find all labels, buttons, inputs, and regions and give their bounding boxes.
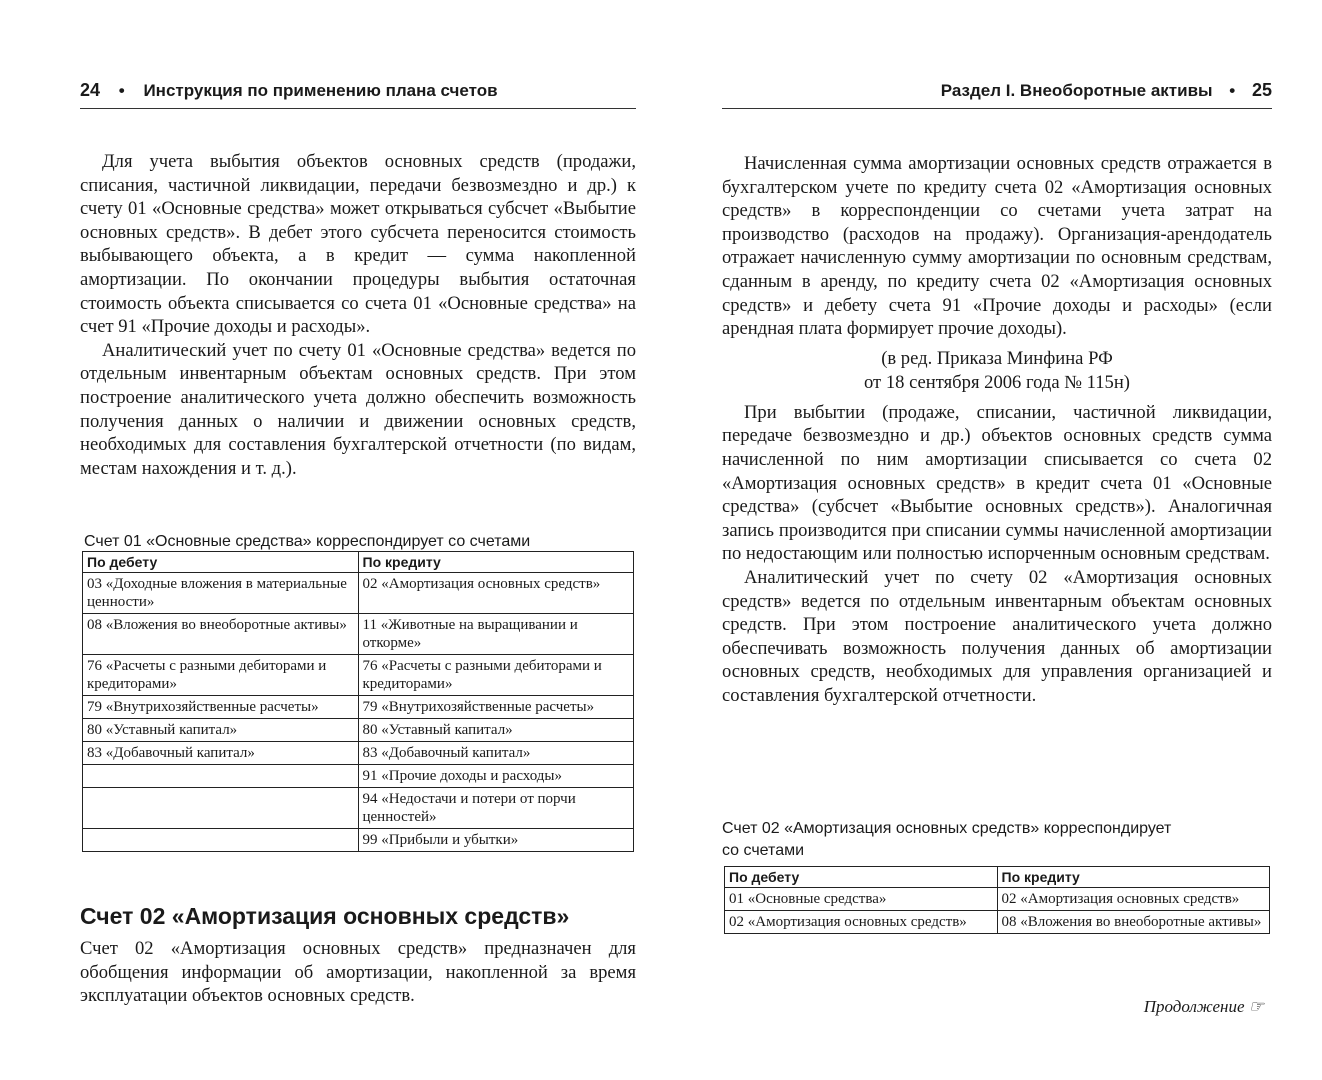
- table-row: [725, 888, 1270, 911]
- running-title: Раздел I. Внеоборотные активы: [940, 81, 1213, 100]
- credit-cell: 91 «Прочие доходы и расходы»: [358, 765, 634, 788]
- edit-note: [722, 347, 1272, 395]
- section-heading: Счет 02 «Амортизация основных средств»: [80, 903, 570, 929]
- paragraph: При выбытии (продаже, списании, частичной ликвидации, передаче безвозмездно и др.) объектов основных средств сумма начисленной по ним амортизации списывается со счета 02 «Амортизация основных средств» в кредит счета 01 «Основные средства» (субсчет «Выбытие основных средств»). Аналогичная запись производится при списании суммы начисленной амортизации по недостающим или полностью испорченным основным средствам.: [722, 401, 1272, 565]
- debit-cell: [83, 765, 359, 788]
- body-text: [80, 150, 636, 480]
- table-row: [83, 573, 634, 614]
- continuation-label: Продолжение ☞: [1143, 997, 1264, 1016]
- table-row: [83, 765, 634, 788]
- paragraph: Аналитический учет по счету 02 «Амортизация основных средств» ведется по отдельным инвентарным объектам основных средств. При этом построение аналитического учета должно обеспечивать возможность получения данных об амортизации основных средств, необходимых для управления организацией и составления бухгалтерской отчетности.: [722, 566, 1272, 706]
- body-text: [80, 937, 636, 1008]
- paragraph: Аналитический учет по счету 01 «Основные средства» ведется по отдельным инвентарным объектам основных средств. При этом построение аналитического учета должно обеспечить возможность получения данных о наличии и движении основных средств, необходимых для составления бухгалтерской отчетности (по видам, местам нахождения и т. д.).: [80, 339, 636, 479]
- debit-cell: 79 «Внутрихозяйственные расчеты»: [83, 696, 359, 719]
- correspondence-table: [82, 551, 634, 852]
- table-row: [83, 719, 634, 742]
- debit-cell: 80 «Уставный капитал»: [83, 719, 359, 742]
- left-page: [80, 0, 636, 1080]
- table-caption-line: Счет 02 «Амортизация основных средств» корреспондирует: [722, 820, 1172, 837]
- debit-cell: [83, 829, 359, 852]
- column-header-credit: По кредиту: [358, 552, 634, 573]
- right-page: [722, 0, 1272, 1080]
- body-text: [722, 152, 1272, 707]
- table-row: [725, 911, 1270, 934]
- page-header: [722, 80, 1272, 109]
- table-caption: [722, 818, 1171, 862]
- table-row: [83, 829, 634, 852]
- debit-cell: [83, 788, 359, 829]
- paragraph: Начисленная сумма амортизации основных средств отражается в бухгалтерском учете по кредиту счета 02 «Амортизация основных средств» в корреспонденции со счетами учета затрат на производство (расходов на продажу). Организация-арендодатель отражает начисленную сумму амортизации по основным средствам, сданным в аренду, по кредиту счета 02 «Амортизация основных средств» и дебету счета 91 «Прочие доходы и расходы» (если арендная плата формирует прочие доходы).: [722, 153, 1272, 340]
- credit-cell: 02 «Амортизация основных средств»: [997, 888, 1270, 911]
- debit-cell: 08 «Вложения во внеоборотные активы»: [83, 614, 359, 655]
- table-row: [83, 788, 634, 829]
- credit-cell: 80 «Уставный капитал»: [358, 719, 634, 742]
- paragraph: Счет 02 «Амортизация основных средств» предназначен для обобщения информации об амортизации, накопленной за время эксплуатации объектов основных средств.: [80, 938, 636, 1007]
- debit-cell: 03 «Доходные вложения в материальные ценности»: [83, 573, 359, 614]
- page-header: [80, 80, 636, 109]
- credit-cell: 11 «Животные на выращивании и откорме»: [358, 614, 634, 655]
- correspondence-table: [724, 866, 1270, 934]
- header-bullet: •: [118, 81, 125, 100]
- debit-cell: 83 «Добавочный капитал»: [83, 742, 359, 765]
- column-header-debit: По дебету: [83, 552, 359, 573]
- debit-cell: 01 «Основные средства»: [725, 888, 998, 911]
- table-row: [83, 614, 634, 655]
- table-row: [83, 696, 634, 719]
- header-bullet: •: [1229, 81, 1236, 100]
- debit-cell: 02 «Амортизация основных средств»: [725, 911, 998, 934]
- edit-note-line: от 18 сентября 2006 года № 115н): [864, 371, 1130, 393]
- table-row: [83, 742, 634, 765]
- credit-cell: 02 «Амортизация основных средств»: [358, 573, 634, 614]
- page-number: 25: [1251, 80, 1272, 100]
- paragraph: Для учета выбытия объектов основных средств (продажи, списания, частичной ликвидации, передачи безвозмездно и др.) к счету 01 «Основные средства» может открываться субсчет «Выбытие основных средств». В дебет этого субсчета переносится стоимость выбывающего объекта, а в кредит — сумма накопленной амортизации. По окончании процедуры выбытия остаточная стоимость объекта списывается со счета 01 «Основные средства» на счет 91 «Прочие доходы и расходы».: [80, 151, 636, 338]
- column-header-debit: По дебету: [725, 867, 998, 888]
- edit-note-line: (в ред. Приказа Минфина РФ: [881, 347, 1113, 369]
- page-number: 24: [80, 80, 101, 100]
- credit-cell: 94 «Недостачи и потери от порчи ценностей»: [358, 788, 634, 829]
- credit-cell: 83 «Добавочный капитал»: [358, 742, 634, 765]
- column-header-credit: По кредиту: [997, 867, 1270, 888]
- table-row: [83, 655, 634, 696]
- running-title: Инструкция по применению плана счетов: [143, 81, 498, 100]
- credit-cell: 79 «Внутрихозяйственные расчеты»: [358, 696, 634, 719]
- credit-cell: 08 «Вложения во внеоборотные активы»: [997, 911, 1270, 934]
- table-caption-line: со счетами: [722, 842, 805, 859]
- credit-cell: 76 «Расчеты с разными дебиторами и кредиторами»: [358, 655, 634, 696]
- credit-cell: 99 «Прибыли и убытки»: [358, 829, 634, 852]
- debit-cell: 76 «Расчеты с разными дебиторами и кредиторами»: [83, 655, 359, 696]
- table-caption: Счет 01 «Основные средства» корреспондирует со счетами: [84, 533, 531, 550]
